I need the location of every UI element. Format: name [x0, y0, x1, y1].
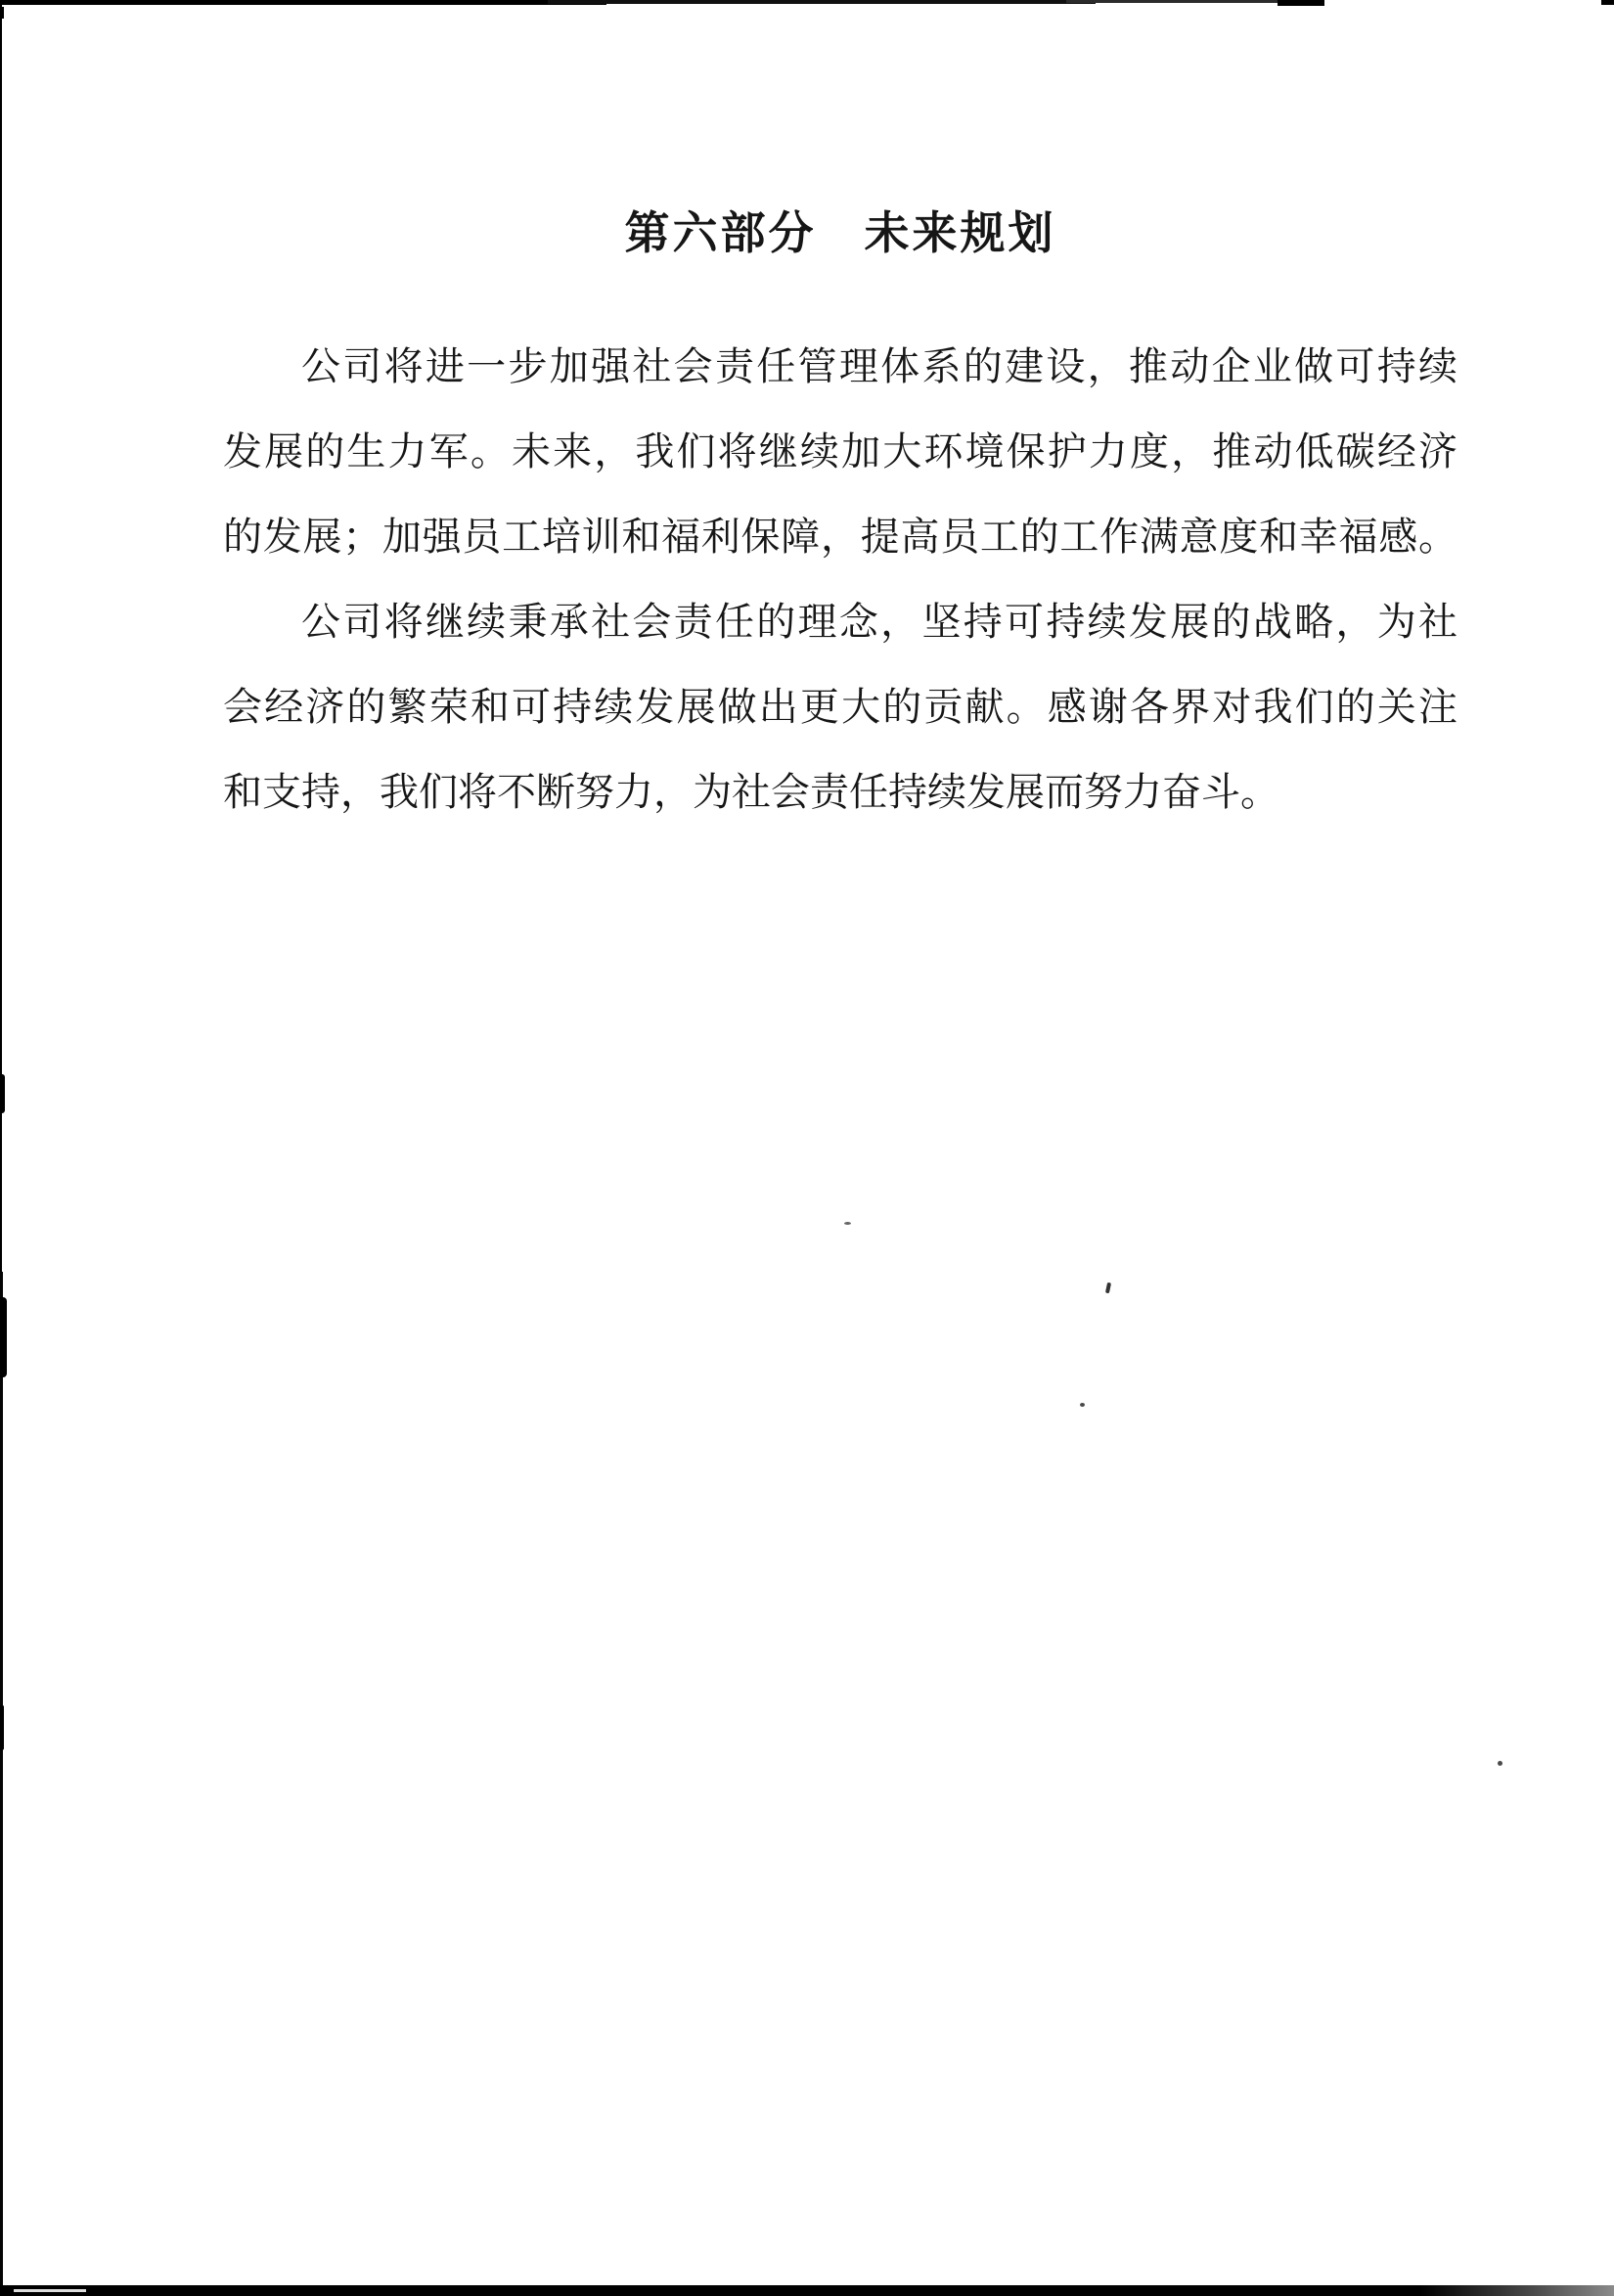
scan-edge-bottom	[0, 2285, 1614, 2296]
scan-blotch	[0, 1705, 4, 1750]
scan-edge-corner-mark	[1601, 0, 1614, 5]
scan-blotch	[0, 1074, 5, 1113]
scan-edge-bottom-gap	[14, 2289, 86, 2292]
scan-edge-top-dash	[1278, 0, 1324, 6]
scan-edge-top	[548, 0, 1096, 4]
text-line: 会经济的繁荣和可持续发展做出更大的贡献。感谢各界对我们的关注	[223, 685, 1457, 729]
toner-speck	[844, 1222, 851, 1225]
scan-edge-top	[0, 0, 606, 5]
scan-blotch	[0, 1297, 7, 1377]
text-line: 的发展；加强员工培训和福利保障，提高员工的工作满意度和幸福感。	[223, 515, 1457, 559]
text-line: 和支持，我们将不断努力，为社会责任持续发展而努力奋斗。	[223, 770, 1279, 814]
toner-speck	[1080, 1403, 1085, 1407]
document-body	[223, 324, 1457, 834]
text-line: 公司将继续秉承社会责任的理念，坚持可持续发展的战略，为社	[301, 600, 1457, 644]
toner-speck	[1105, 1283, 1111, 1294]
toner-speck	[1498, 1761, 1502, 1766]
scan-edge-top	[1066, 0, 1286, 3]
section-title: 第六部分 未来规划	[624, 208, 1056, 258]
text-line: 公司将进一步加强社会责任管理体系的建设，推动企业做可持续	[301, 344, 1457, 388]
text-line: 发展的生力军。未来，我们将继续加大环境保护力度，推动低碳经济	[223, 429, 1457, 473]
scan-edge-left	[0, 1272, 3, 2296]
